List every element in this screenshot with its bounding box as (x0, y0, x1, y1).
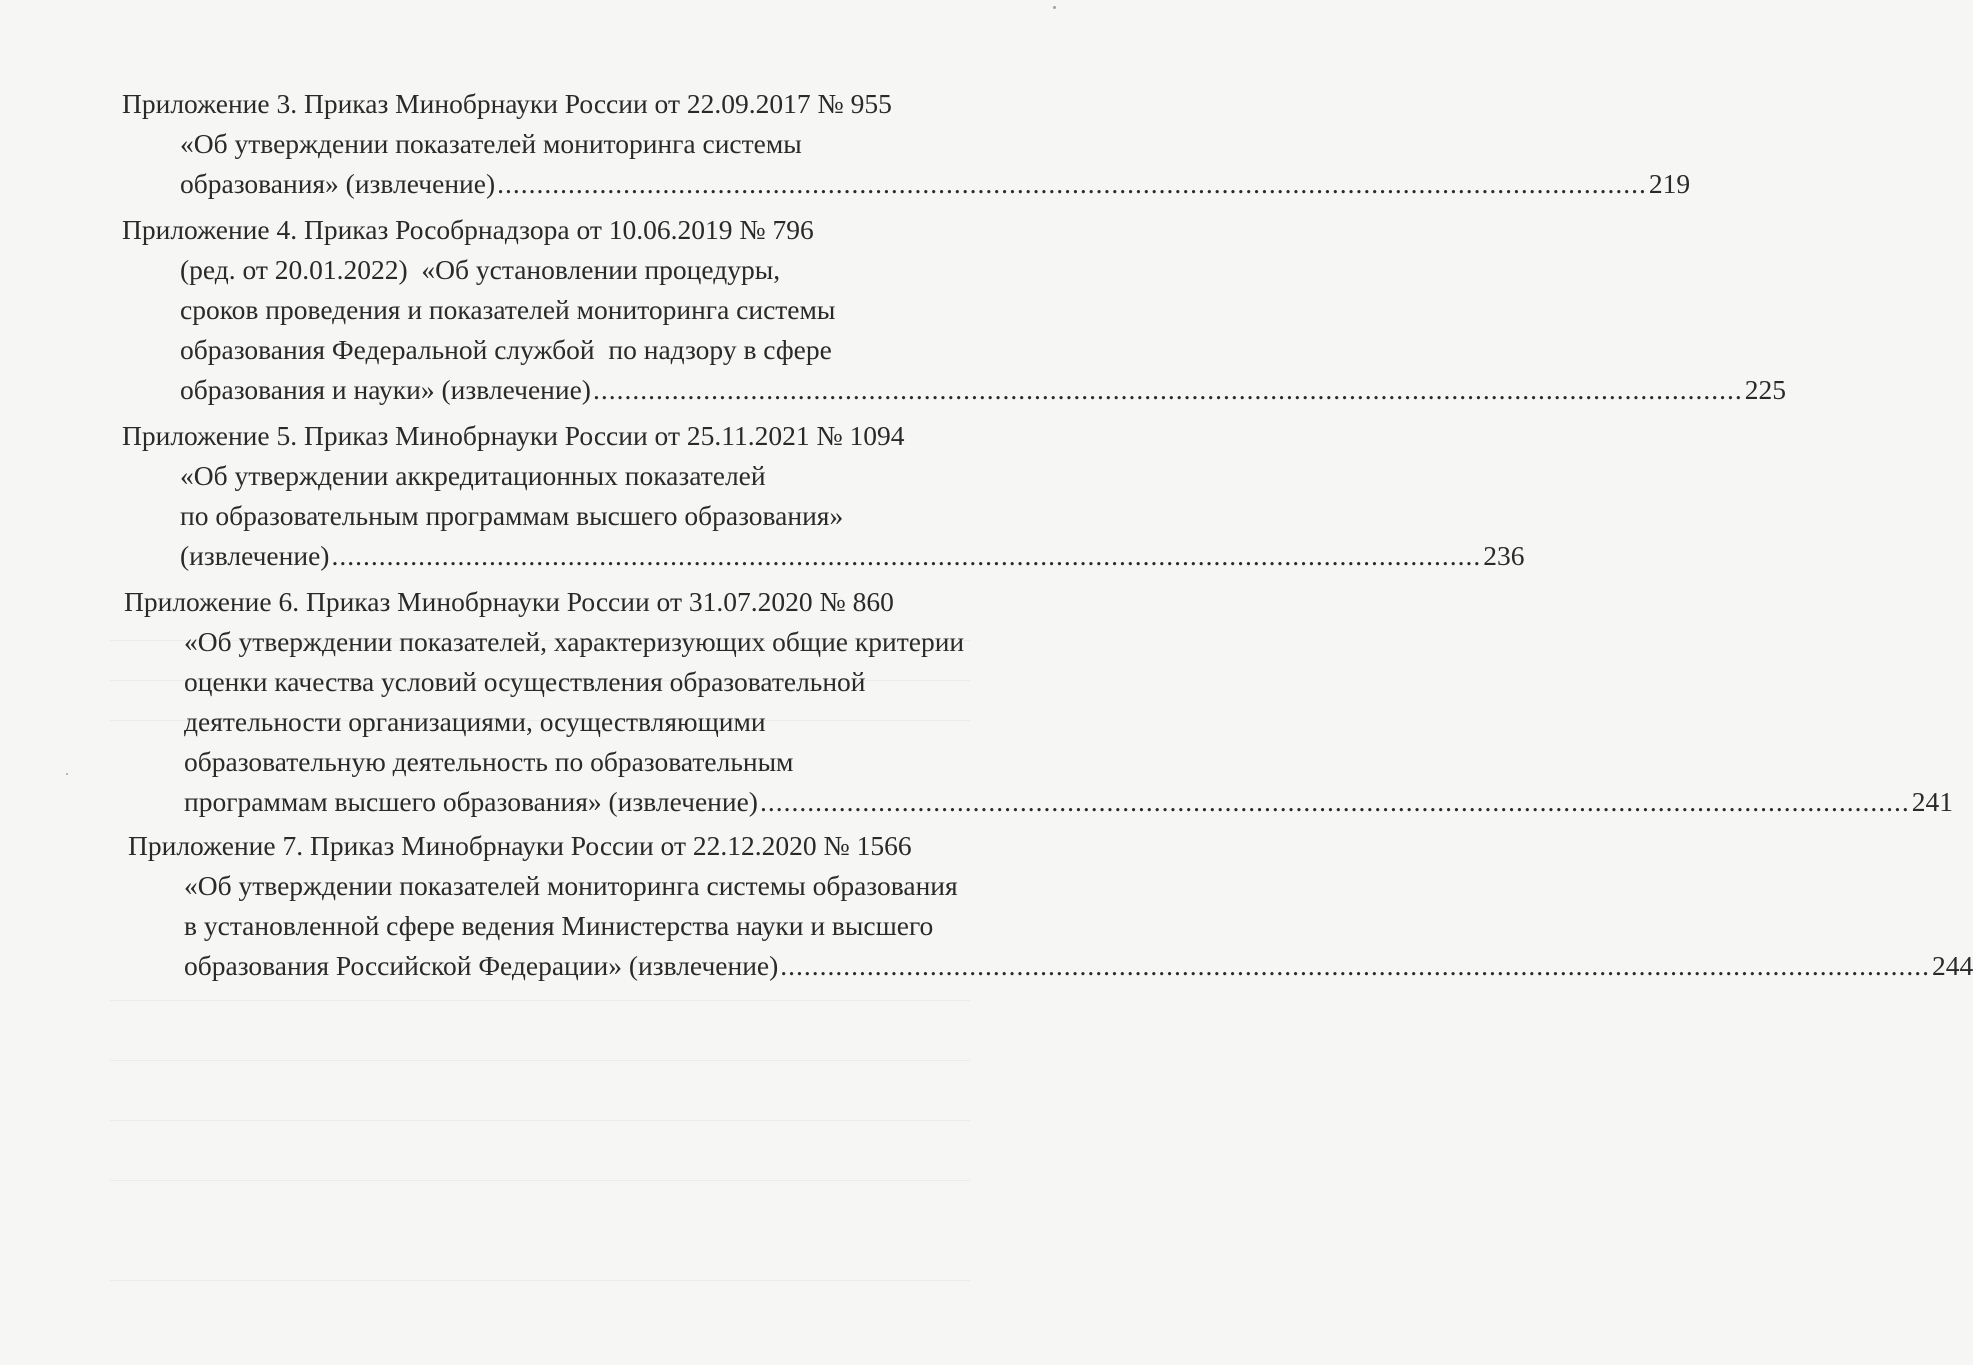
toc-entry-line: «Об утверждении показателей мониторинга системы образования (184, 870, 958, 901)
dot-leader: .................................................................................................................................................. (759, 786, 1910, 817)
toc-entry-last-line (0, 536, 1525, 576)
toc-entry-line: по образовательным программам высшего образования» (180, 500, 844, 531)
toc-entry-last-line (0, 946, 1973, 986)
toc-entry-appendix-4 (0, 210, 1786, 410)
dot-leader: .................................................................................................................................................. (780, 950, 1931, 981)
toc-entry-heading: Приложение 4. Приказ Рособрнадзора от 10.06.2019 № 796 (122, 214, 814, 245)
toc-entry-line: образования Федеральной службой по надзору в сфере (180, 334, 832, 365)
page-number: 225 (1744, 374, 1786, 405)
scan-speck (1053, 6, 1056, 9)
toc-entry-line: «Об утверждении показателей мониторинга системы (180, 128, 802, 159)
table-of-contents (0, 84, 1973, 992)
bleed-through-line (110, 1120, 970, 1121)
toc-entry-last-line (0, 164, 1691, 204)
toc-entry-heading: Приложение 3. Приказ Минобрнауки России от 22.09.2017 № 955 (122, 88, 892, 119)
bleed-through-line (110, 1180, 970, 1181)
toc-entry-line: в установленной сфере ведения Министерства науки и высшего (184, 910, 934, 941)
toc-entry-text: образования Российской Федерации» (извлечение) (184, 950, 779, 981)
bleed-through-line (110, 1280, 970, 1281)
toc-entry-heading: Приложение 7. Приказ Минобрнауки России от 22.12.2020 № 1566 (128, 830, 912, 861)
toc-entry-line: деятельности организациями, осуществляющими (184, 706, 766, 737)
toc-entry-last-line (0, 370, 1786, 410)
toc-entry-text: (извлечение) (180, 540, 330, 571)
toc-entry-line: «Об утверждении показателей, характеризующих общие критерии (184, 626, 965, 657)
dot-leader: .................................................................................................................................................. (592, 374, 1743, 405)
toc-entry-heading: Приложение 6. Приказ Минобрнауки России от 31.07.2020 № 860 (124, 586, 894, 617)
toc-entry-text: образования» (извлечение) (180, 168, 496, 199)
bleed-through-line (110, 1000, 970, 1001)
page-number: 244 (1932, 950, 1973, 981)
toc-entry-appendix-3 (0, 84, 1691, 204)
toc-entry-appendix-7 (0, 826, 1973, 986)
toc-entry-line: образовательную деятельность по образовательным (184, 746, 794, 777)
page-number: 241 (1911, 786, 1953, 817)
toc-entry-appendix-6 (0, 582, 1953, 822)
toc-entry-line: сроков проведения и показателей мониторинга системы (180, 294, 836, 325)
toc-entry-heading: Приложение 5. Приказ Минобрнауки России от 25.11.2021 № 1094 (122, 420, 905, 451)
toc-entry-text: образования и науки» (извлечение) (180, 374, 591, 405)
toc-entry-appendix-5 (0, 416, 1525, 576)
page-number: 236 (1483, 540, 1525, 571)
toc-entry-line: (ред. от 20.01.2022) «Об установлении процедуры, (180, 254, 781, 285)
toc-entry-last-line (0, 782, 1953, 822)
page-number: 219 (1648, 168, 1691, 199)
toc-entry-text: программам высшего образования» (извлечение) (184, 786, 758, 817)
toc-entry-line: оценки качества условий осуществления образовательной (184, 666, 866, 697)
toc-entry-line: «Об утверждении аккредитационных показателей (180, 460, 766, 491)
bleed-through-line (110, 1060, 970, 1061)
dot-leader: .................................................................................................................................................. (497, 168, 1647, 199)
dot-leader: .................................................................................................................................................. (331, 540, 1482, 571)
